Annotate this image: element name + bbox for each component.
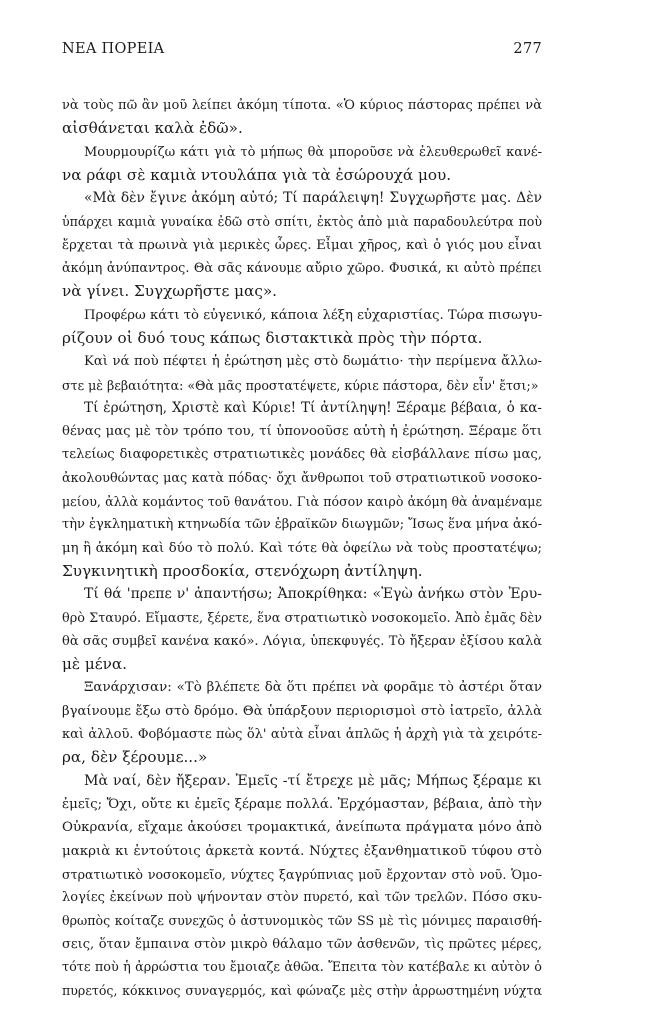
text-line: Ξανάρχισαν: «Τὸ βλέπετε δὰ ὅτι πρέπει νὰ φορᾶμε τὸ ἀστέρι ὅταν <box>84 680 542 696</box>
text-line: Οὐκρανία, εἴχαμε ἀκούσει τρομακτικά, ἀνείπωτα πράγματα μόνο ἀπὸ <box>62 820 542 836</box>
text-line: Τί ἐρώτηση, Χριστὲ καὶ Κύριε! Τί ἀντίληψη! Ξέραμε βέβαια, ὁ κα- <box>84 399 542 416</box>
text-line: Προφέρω κάτι τὸ εὐγενικό, κάποια λέξη εὐχαριστίας. Τώρα πισωγυ- <box>84 307 542 323</box>
text-line: Συγκινητικὴ προσδοκία, στενόχωρη ἀντίληψη. <box>62 561 423 580</box>
text-line: ἀκολουθώντας μας κατὰ πόδας· ὄχι ἄνθρωποι τοῦ στρατιωτικοῦ νοσοκο- <box>62 470 542 486</box>
text-line: καὶ ἀλλοῦ. Φοβόμαστε πὼς ὅλ' αὐτὰ εἶναι ἁπλῶς ἡ ἀρχὴ γιὰ τὰ χειρότε- <box>62 727 542 743</box>
text-line: πυρετός, κόκκινος συναγερμός, καὶ φώναζε μὲς στὴν ἀρρωστημένη νύχτα <box>62 983 542 999</box>
text-line: ἔρχεται τὰ πρωινὰ γιὰ μερικὲς ὧρες. Εἶμαι χῆρος, καὶ ὁ γιός μου εἶναι <box>62 237 542 253</box>
text-line: Τί θά 'πρεπε ν' ἀπαντήσω; Ἀποκρίθηκα: «Ἐγὼ ἀνήκω στὸν Ἐρυ- <box>84 586 542 603</box>
text-line: στε μὲ βεβαιότητα: «Θὰ μᾶς προστατέψετε, κύριε πάστορα, δὲν εἶν' ἔτσι;» <box>62 377 539 393</box>
text-line: ἀκόμη ἀνύπαντρος. Θὰ σᾶς κάνουμε αὔριο χῶρο. Φυσικά, κι αὐτὸ πρέπει <box>62 261 542 277</box>
text-line: μη ἢ ἀκόμη καὶ δύο τὸ πολύ. Καὶ τότε θὰ ὀφείλω νὰ τοὺς προστατέψω; <box>62 540 542 556</box>
text-line: Μὰ ναί, δὲν ἤξεραν. Ἐμεῖς -τί ἔτρεχε μὲ μᾶς; Μήπως ξέραμε κι <box>84 772 542 789</box>
text-line: ὑπάρχει καμιὰ γυναίκα ἐδῶ στὸ σπίτι, ἐκτὸς ἀπὸ μιὰ παραδουλεύτρα ποὺ <box>62 214 542 230</box>
running-title: ΝΕΑ ΠΟΡΕΙΑ <box>62 41 165 57</box>
text-line: μείου, ἀλλὰ κομάντος τοῦ θανάτου. Γιὰ πόσον καιρὸ ἀκόμη θὰ ἀναμέναμε <box>62 494 542 510</box>
text-line: τὴν ἐγκληματικὴ κτηνωδία τῶν ἑβραϊκῶν διωγμῶν; Ἴσως ἕνα μήνα ἀκό- <box>62 517 542 533</box>
text-line: θρωπὸς κοίταζε συνεχῶς ὁ ἀστυνομικὸς τῶν SS μὲ τὶς μόνιμες παραισθή- <box>62 913 542 929</box>
page-number: 277 <box>513 41 542 57</box>
text-line: ρα, δὲν ξέρουμε...» <box>62 748 208 767</box>
text-line: νὰ γίνει. Συγχωρῆστε μας». <box>62 282 277 301</box>
text-line: μακριὰ κι ἐντούτοις ἀρκετὰ κοντά. Νύχτες ἐξανθηματικοῦ τύφου στὸ <box>62 843 542 859</box>
text-line: να ράφι σὲ καμιὰ ντουλάπα γιὰ τὰ ἐσώρουχά μου. <box>62 165 452 184</box>
text-line: αἰσθάνεται καλὰ ἐδῶ». <box>62 119 243 138</box>
text-line: τελείως διαφορετικὲς στρατιωτικὲς μονάδες θὰ εἰσβάλλανε πίσω μας, <box>62 447 542 463</box>
text-line: στρατιωτικὸ νοσοκομεῖο, νύχτες ξαγρύπνιας μοῦ ἔρχονταν στὸ νοῦ. Ὁμο- <box>62 866 542 882</box>
text-line: ρίζουν οἱ δυό τους κάπως διστακτικὰ πρὸς τὴν πόρτα. <box>62 328 483 347</box>
text-line: ἐμεῖς; Ὄχι, οὔτε κι ἐμεῖς ξέραμε πολλά. Ἐρχόμασταν, βέβαια, ἀπὸ τὴν <box>62 796 542 812</box>
text-line: «Μὰ δὲν ἔγινε ἀκόμη αὐτό; Τί παράλειψη! Συγχωρῆστε μας. Δὲν <box>84 190 542 207</box>
text-line: μὲ μένα. <box>62 655 127 674</box>
text-line: σεις, ὅταν ἔμπαινα στὸν μικρὸ θάλαμο τῶν ἀσθενῶν, τὶς πρῶτες μέρες, <box>62 936 542 952</box>
text-line: λογίες ἐκείνων ποὺ ψήνονταν στὸν πυρετό, καὶ τῶν τρελῶν. Πόσο σκυ- <box>62 890 542 906</box>
text-line: βγαίνουμε ἔξω στὸ δρόμο. Θὰ ὑπάρξουν περιορισμοὶ στὸ ἰατρεῖο, ἀλλὰ <box>62 703 542 719</box>
text-line: θὰ σᾶς συμβεῖ κανένα κακό». Λόγια, ὑπεκφυγές. Τὸ ἤξεραν ἐξίσου καλὰ <box>62 633 542 649</box>
text-line: τότε ποὺ ἡ ἀρρώστια του ἔμοιαζε ἀθῶα. Ἔπειτα τὸν κατέβαλε κι αὐτὸν ὁ <box>62 959 542 975</box>
text-line: νὰ τοὺς πῶ ἂν μοῦ λείπει ἀκόμη τίποτα. «Ὁ κύριος πάστορας πρέπει νὰ <box>62 98 542 113</box>
text-line: Καὶ νά ποὺ πέφτει ἡ ἐρώτηση μὲς στὸ δωμάτιο· τὴν περίμενα ἄλλω- <box>84 354 542 370</box>
body-text <box>62 94 542 1003</box>
text-line: θένας μας μὲ τὸν τρόπο του, τί ὑπονοοῦσε αὐτὴ ἡ ἐρώτηση. Ξέραμε ὅτι <box>62 424 542 440</box>
running-head <box>62 41 542 61</box>
text-line: θρὸ Σταυρό. Εἴμαστε, ξέρετε, ἕνα στρατιωτικὸ νοσοκομεῖο. Ἀπὸ ἐμᾶς δὲν <box>62 610 542 626</box>
text-line: Μουρμουρίζω κάτι γιὰ τὸ μήπως θὰ μποροῦσε νὰ ἐλευθερωθεῖ κανέ- <box>84 144 542 160</box>
